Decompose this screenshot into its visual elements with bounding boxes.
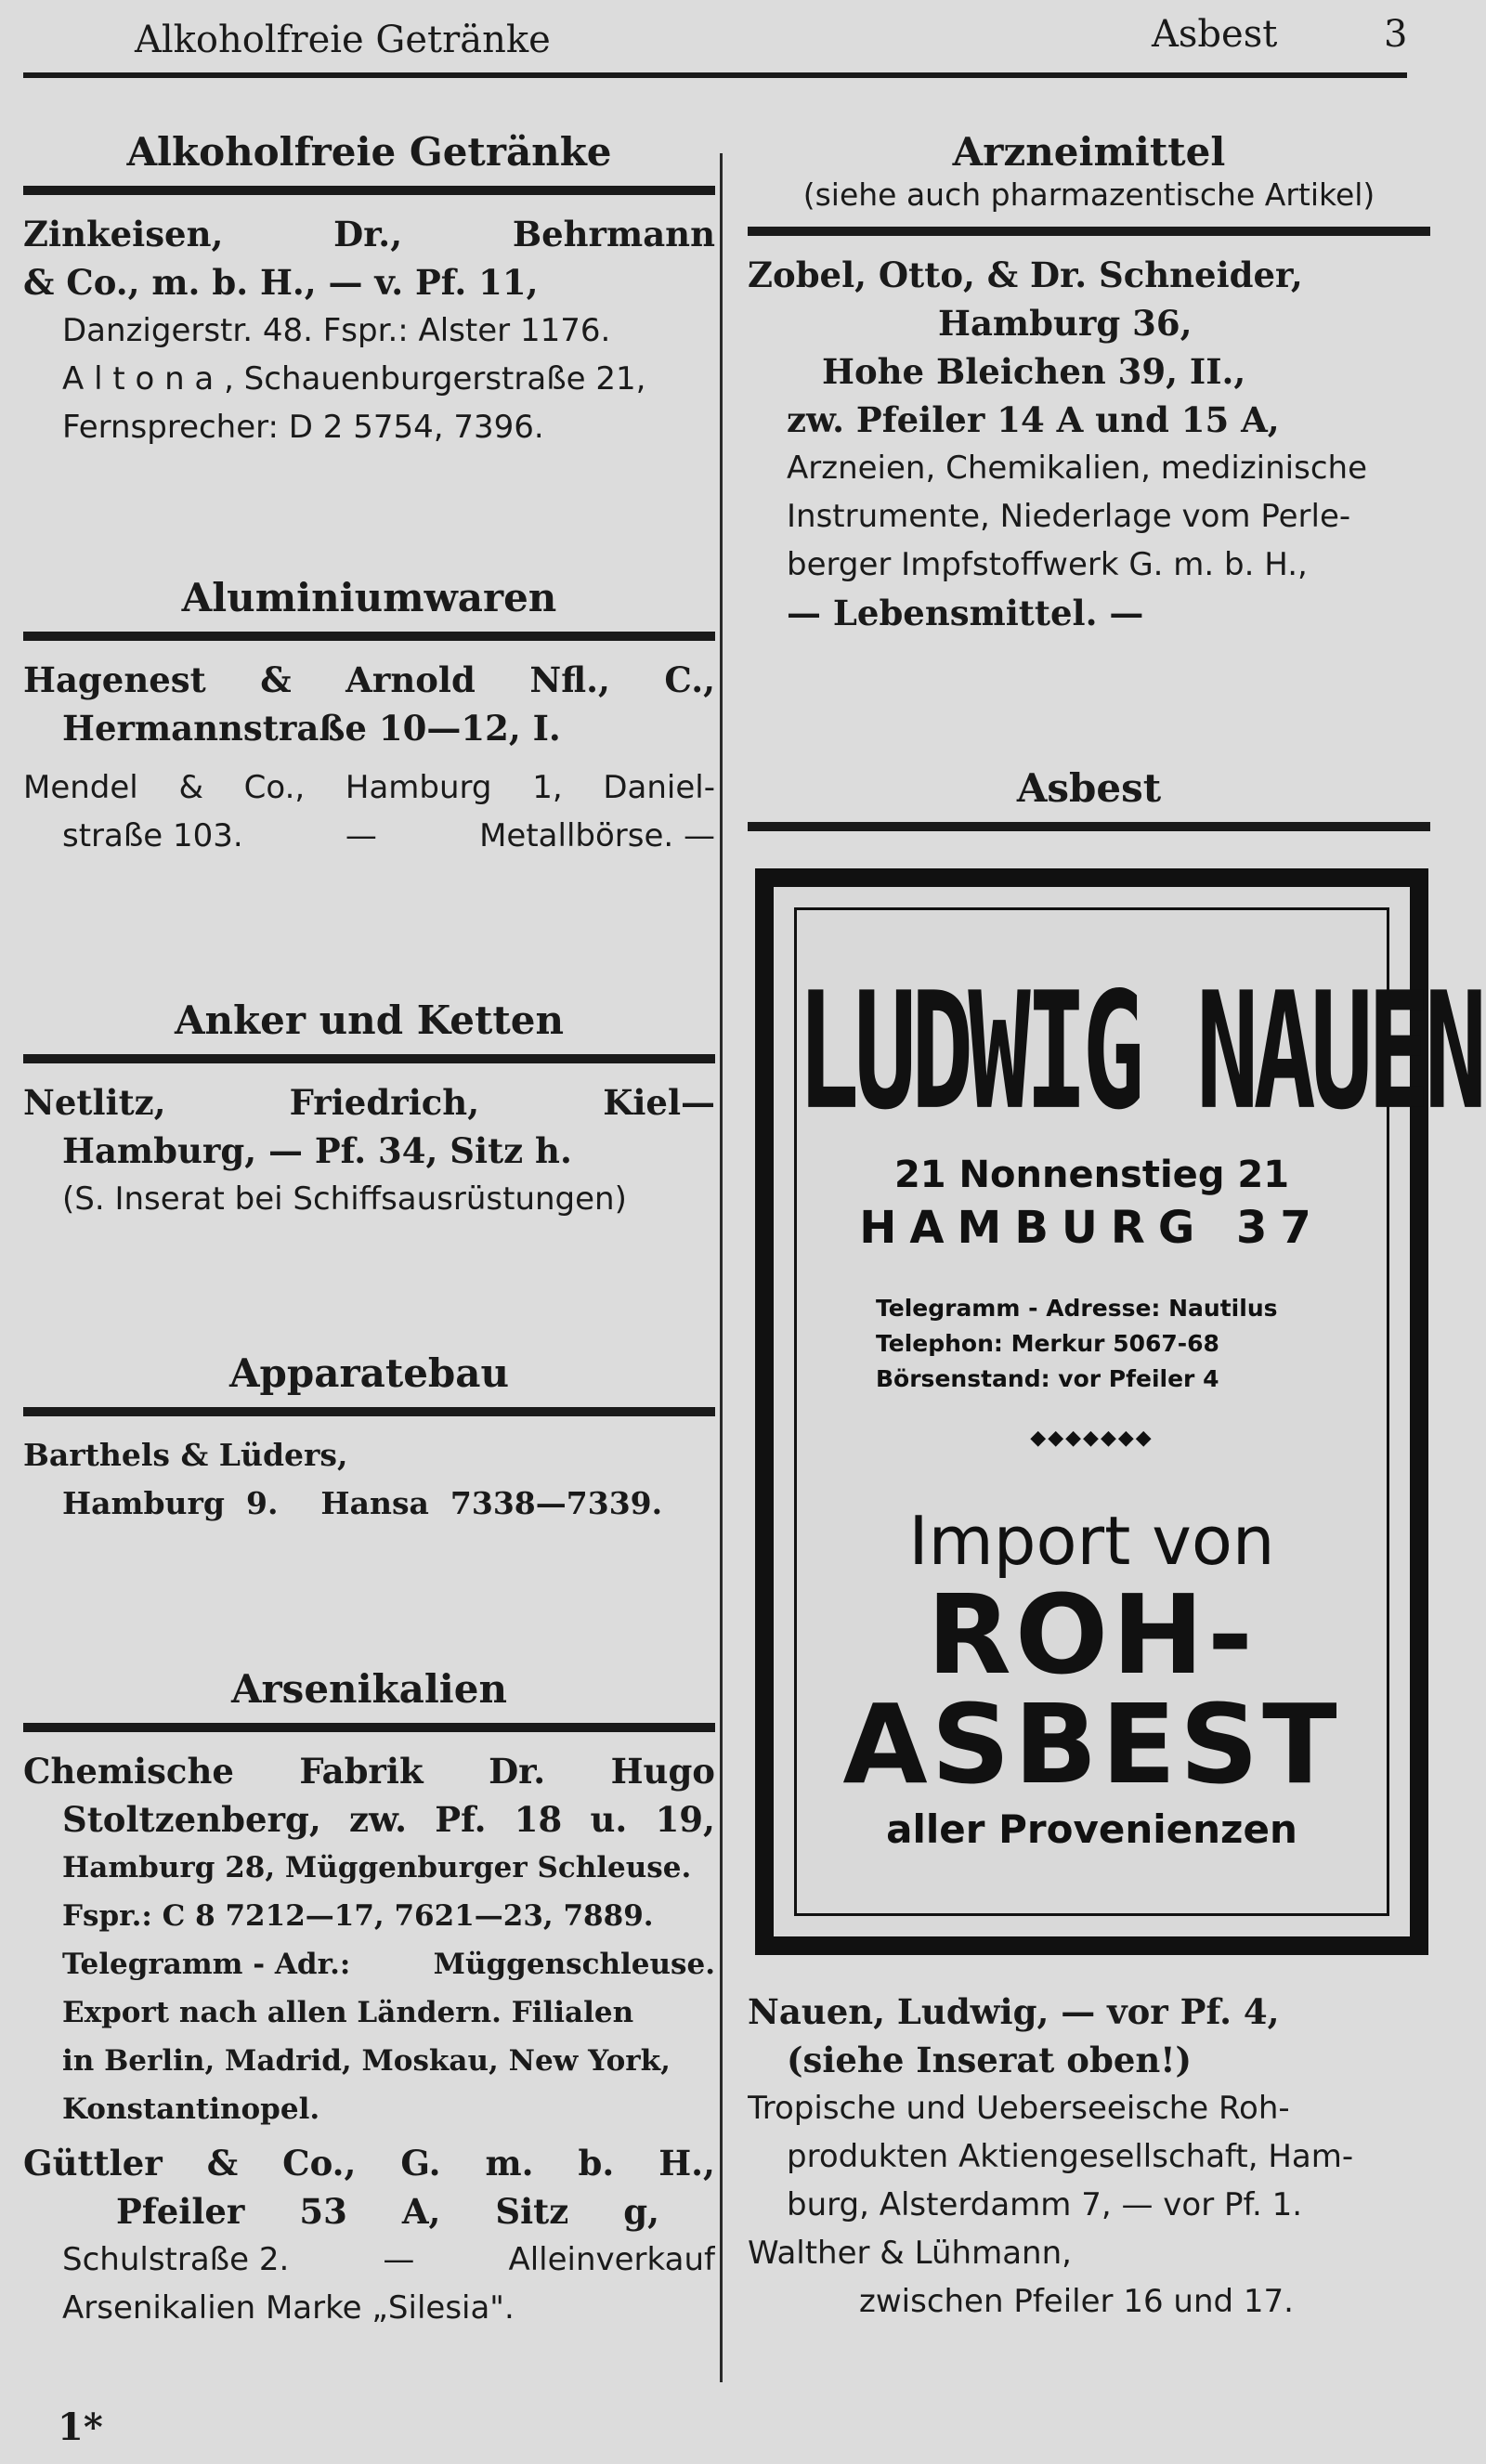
section-anker-und-ketten xyxy=(23,998,715,1223)
entry-line: Hohe Bleichen 39, II., xyxy=(822,351,1246,392)
entry-line: Instrumente, Niederlage vom Perle- xyxy=(787,498,1351,535)
section-subtitle: (siehe auch pharmazentische Artikel) xyxy=(802,176,1375,213)
entry-line: Nauen, Ludwig, — vor Pf. 4, xyxy=(748,1991,1280,2032)
page-number: 3 xyxy=(1384,13,1408,56)
entry-netlitz xyxy=(23,1078,715,1223)
section-rule xyxy=(748,227,1430,236)
entry-line: Fernsprecher: D 2 5754, 7396. xyxy=(62,409,544,446)
entry-line: Zobel, Otto, & Dr. Schneider, xyxy=(748,254,1303,295)
entry-walther xyxy=(748,2229,1430,2326)
running-header-keyword: Asbest xyxy=(1152,13,1278,56)
entry-line: berger Impfstoffwerk G. m. b. H., xyxy=(787,546,1308,583)
entry-line: Pfeiler 53 A, Sitz g, xyxy=(116,2191,659,2232)
section-rule xyxy=(23,186,715,195)
advert-telegram: Telegramm - Adresse: Nautilus xyxy=(876,1295,1278,1322)
advert-street: 21 Nonnenstieg 21 xyxy=(893,1154,1290,1196)
section-title: Alkoholfreie Getränke xyxy=(126,129,612,175)
entry-line: Hamburg, — Pf. 34, Sitz h. xyxy=(62,1130,572,1171)
entry-line: zwischen Pfeiler 16 und 17. xyxy=(859,2283,1294,2320)
entry-line: Danzigerstr. 48. Fspr.: Alster 1176. xyxy=(62,312,611,349)
entry-guettler xyxy=(23,2139,715,2332)
section-aluminiumwaren xyxy=(23,576,715,860)
entry-line: Barthels & Lüders, xyxy=(23,1437,348,1473)
advertisement-inner-frame xyxy=(794,907,1482,1916)
entry-line: Arzneien, Chemikalien, medizinische xyxy=(787,450,1367,487)
advert-big-line-1: ROH- xyxy=(927,1571,1257,1699)
entry-barthels xyxy=(23,1431,715,1528)
entry-line: Güttler & Co., G. m. b. H., xyxy=(23,2143,715,2184)
entry-line: (S. Inserat bei Schiffsausrüstungen) xyxy=(62,1180,627,1218)
advert-telephone: Telephon: Merkur 5067-68 xyxy=(876,1330,1219,1357)
section-title: Apparatebau xyxy=(228,1350,510,1396)
entry-line: (siehe Inserat oben!) xyxy=(787,2040,1193,2080)
entry-line: Hagenest & Arnold Nfl., C., xyxy=(23,659,715,700)
running-header-left: Alkoholfreie Getränke xyxy=(135,19,551,61)
entry-line: Hamburg 28, Müggenburger Schleuse. xyxy=(62,1851,692,1884)
section-title: Arsenikalien xyxy=(230,1666,508,1712)
entry-mendel xyxy=(23,763,715,860)
entry-line: burg, Alsterdamm 7, — vor Pf. 1. xyxy=(787,2186,1303,2223)
entry-zinkeisen xyxy=(23,210,715,451)
section-rule xyxy=(23,1723,715,1732)
entry-line: straße 103. — Metallbörse. — xyxy=(62,817,715,854)
entry-line: Stoltzenberg, zw. Pf. 18 u. 19, xyxy=(62,1799,715,1840)
entry-line: A l t o n a , Schauenburgerstraße 21, xyxy=(62,360,646,398)
advert-exchange-stand: Börsenstand: vor Pfeiler 4 xyxy=(876,1365,1219,1392)
entry-line: Chemische Fabrik Dr. Hugo xyxy=(23,1751,715,1792)
entry-line: zw. Pfeiler 14 A und 15 A, xyxy=(787,399,1280,440)
column-divider xyxy=(720,153,723,2382)
entry-line: Telegramm - Adr.: Müggenschleuse. xyxy=(62,1948,715,1981)
section-title: Aluminiumwaren xyxy=(181,575,557,620)
section-arsenikalien xyxy=(23,1667,715,2332)
entry-line: Export nach allen Ländern. Filialen xyxy=(62,1996,634,2029)
entry-line: Hermannstraße 10—12, I. xyxy=(62,708,561,749)
section-asbest-entries xyxy=(748,1988,1430,2326)
advert-company-name: LUDWIG NAUEN xyxy=(797,958,1482,1146)
section-rule xyxy=(23,632,715,641)
entry-line: Tropische und Ueberseeische Roh- xyxy=(748,2090,1290,2127)
section-asbest xyxy=(748,766,1430,846)
advert-import-line: Import von xyxy=(908,1502,1275,1580)
entry-line: Fspr.: C 8 7212—17, 7621—23, 7889. xyxy=(62,1899,654,1933)
entry-line: Netlitz, Friedrich, Kiel— xyxy=(23,1082,715,1123)
header-rule xyxy=(23,72,1407,78)
entry-line: Konstantinopel. xyxy=(62,2092,320,2126)
section-alkoholfreie-getraenke xyxy=(23,130,715,451)
section-arzneimittel xyxy=(748,130,1430,637)
advert-ornament: ◆◆◆◆◆◆◆ xyxy=(1030,1427,1154,1450)
entry-line: in Berlin, Madrid, Moskau, New York, xyxy=(62,2044,671,2078)
entry-nauen xyxy=(748,1988,1430,2229)
section-title: Arzneimittel xyxy=(952,129,1226,175)
entry-line: — Lebensmittel. — xyxy=(787,593,1144,633)
advert-big-line-2: ASBEST xyxy=(842,1680,1341,1808)
section-rule xyxy=(23,1407,715,1416)
advert-provenance: aller Provenienzen xyxy=(886,1806,1297,1852)
entry-hagenest xyxy=(23,656,715,752)
advertisement-ludwig-nauen xyxy=(755,868,1482,1955)
entry-line: Hamburg 9. Hansa 7338—7339. xyxy=(62,1485,663,1521)
entry-zobel xyxy=(748,251,1430,637)
entry-line: & Co., m. b. H., — v. Pf. 11, xyxy=(23,262,539,303)
section-rule xyxy=(748,822,1430,831)
sheet-signature: 1* xyxy=(58,2405,103,2449)
advert-city: HAMBURG 37 xyxy=(859,1202,1324,1254)
entry-line: Walther & Lühmann, xyxy=(748,2235,1072,2272)
entry-line: Mendel & Co., Hamburg 1, Daniel- xyxy=(23,769,715,806)
section-title: Anker und Ketten xyxy=(174,997,565,1043)
entry-line: Arsenikalien Marke „Silesia". xyxy=(62,2289,515,2327)
entry-line: Hamburg 36, xyxy=(938,303,1193,344)
entry-line: Zinkeisen, Dr., Behrmann xyxy=(23,214,715,254)
section-apparatebau xyxy=(23,1351,715,1528)
entry-chemische-fabrik xyxy=(23,1747,715,2133)
section-title: Asbest xyxy=(1016,765,1162,811)
section-rule xyxy=(23,1054,715,1063)
entry-line: produkten Aktiengesellschaft, Ham- xyxy=(787,2138,1354,2175)
running-header xyxy=(0,9,1486,67)
entry-line: Schulstraße 2. — Alleinverkauf xyxy=(62,2241,715,2278)
